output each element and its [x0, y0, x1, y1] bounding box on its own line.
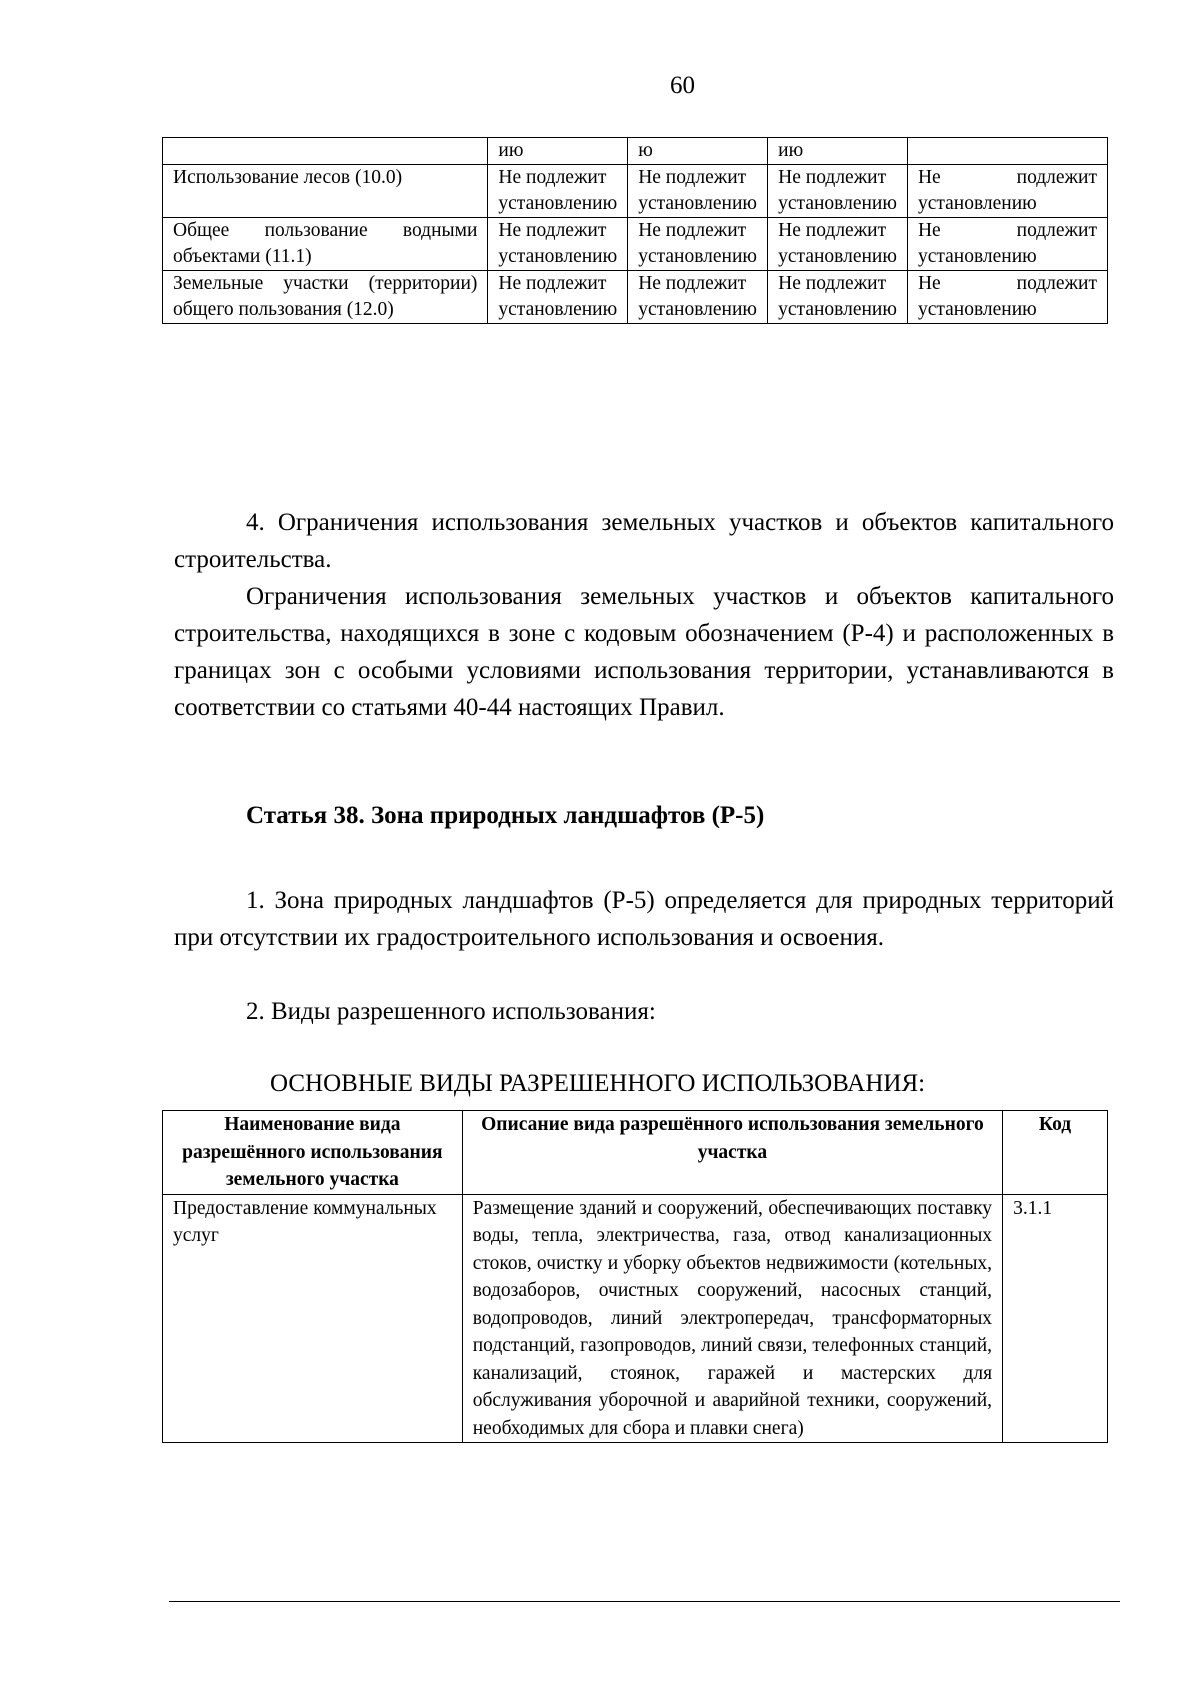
table-cell: [163, 138, 488, 165]
column-header-name: Наименование вида разрешённого использования земельного участка: [163, 1111, 463, 1195]
article-heading: Статья 38. Зона природных ландшафтов (Р-5): [246, 802, 765, 829]
table-cell: Не подлежит установлению: [628, 218, 768, 271]
zone-parameters-table: [162, 137, 1108, 324]
section-4-title: 4. Ограничения использования земельных участков и объектов капитального строительства.: [174, 509, 1114, 573]
page-number: 60: [670, 72, 695, 99]
table-row: [163, 271, 1108, 324]
table-cell: Не подлежит установлению: [907, 271, 1107, 324]
use-type-name: Общее пользование водными объектами (11.1): [163, 218, 488, 271]
table-cell: Не подлежит установлению: [488, 165, 628, 218]
table-row: [163, 218, 1108, 271]
use-type-name: Предоставление коммунальных услуг: [163, 1194, 463, 1443]
table-cell: [907, 138, 1107, 165]
footer-divider: [169, 1601, 1120, 1602]
table-cell: Не подлежит установлению: [768, 271, 908, 324]
table-cell: Не подлежит установлению: [768, 165, 908, 218]
column-header-description: Описание вида разрешённого использования земельного участка: [462, 1111, 1002, 1195]
table-cell: Не подлежит установлению: [488, 271, 628, 324]
table-caption: ОСНОВНЫЕ ВИДЫ РАЗРЕШЕННОГО ИСПОЛЬЗОВАНИЯ:: [270, 1070, 926, 1097]
table-row: [163, 165, 1108, 218]
use-type-name: Земельные участки (территории) общего пользования (12.0): [163, 271, 488, 324]
main-uses-table: [162, 1110, 1108, 1443]
table-cell: ию: [768, 138, 908, 165]
table-row: [163, 138, 1108, 165]
use-type-name: Использование лесов (10.0): [163, 165, 488, 218]
table-cell: Не подлежит установлению: [628, 271, 768, 324]
table-header-row: [163, 1111, 1108, 1195]
table-row: [163, 1194, 1108, 1443]
article-paragraph-1: 1. Зона природных ландшафтов (Р-5) определяется для природных территорий при отсутствии их градостроительного использования и освоения.: [174, 887, 1114, 951]
table-cell: Не подлежит установлению: [488, 218, 628, 271]
section-4-body: Ограничения использования земельных участков и объектов капитального строительства, находящихся в зоне с кодовым обозначением (Р-4) и расположенных в границах зон с особыми условиями использования территории, устанавливаются в соответствии со статьями 40-44 настоящих Правил.: [174, 583, 1114, 721]
use-type-description: Размещение зданий и сооружений, обеспечивающих поставку воды, тепла, электричества, газа, отвод канализационных стоков, очистку и уборку объектов недвижимости (котельных, водозаборов, очистных сооружений, насосных станций, водопроводов, линий электропередач, трансформаторных подстанций, газопроводов, линий связи, телефонных станций, канализаций, стоянок, гаражей и мастерских для обслуживания уборочной и аварийной техники, сооружений, необходимых для сбора и плавки снега): [462, 1194, 1002, 1443]
table-cell: ию: [488, 138, 628, 165]
table-cell: Не подлежит установлению: [907, 165, 1107, 218]
table-cell: Не подлежит установлению: [907, 218, 1107, 271]
use-type-code: 3.1.1: [1003, 1194, 1108, 1443]
article-paragraph-2: 2. Виды разрешенного использования:: [246, 998, 656, 1025]
column-header-code: Код: [1003, 1111, 1108, 1195]
table-cell: Не подлежит установлению: [628, 165, 768, 218]
table-cell: ю: [628, 138, 768, 165]
table-cell: Не подлежит установлению: [768, 218, 908, 271]
